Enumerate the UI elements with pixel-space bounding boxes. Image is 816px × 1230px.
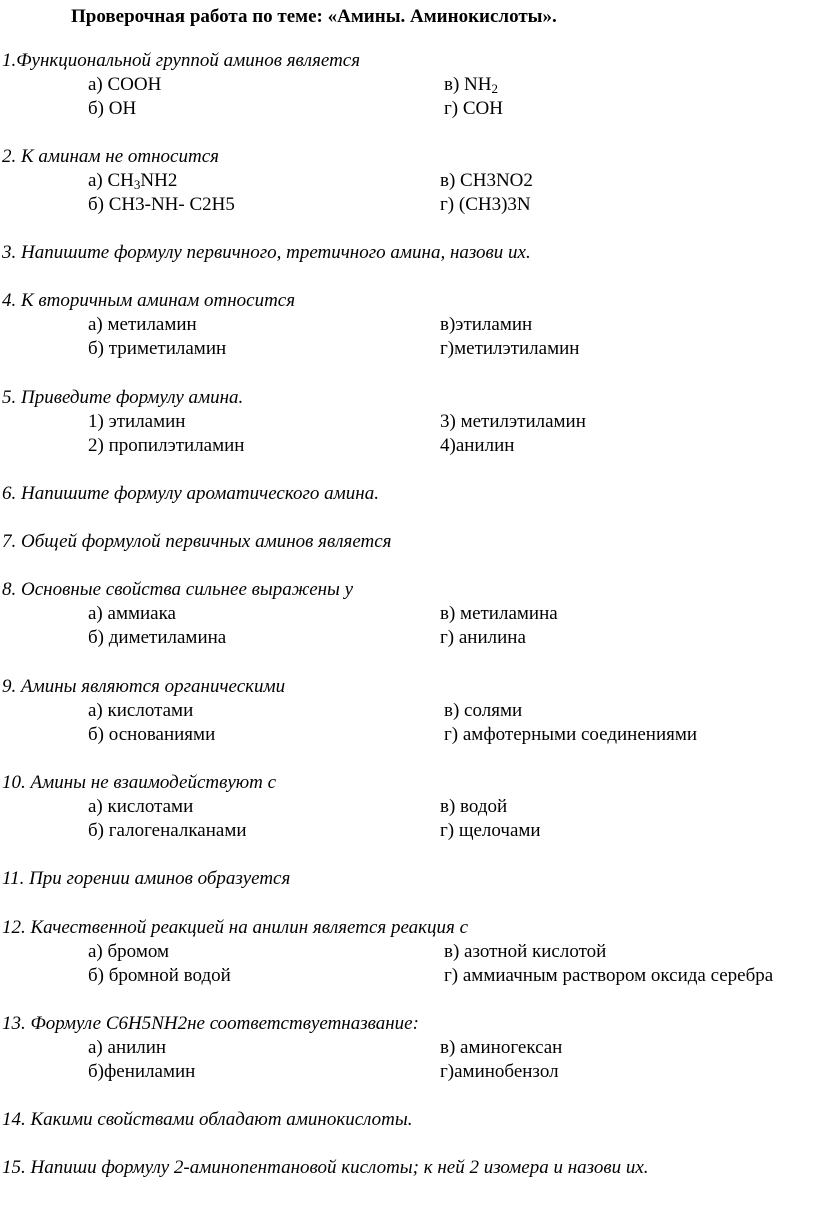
q13-option-a: а) анилин [88, 1037, 167, 1058]
q2-option-g: г) (CH3)3N [440, 194, 531, 215]
question-11: 11. При горении аминов образуется [2, 868, 291, 889]
q4-option-b: б) триметиламин [88, 338, 227, 359]
q13-option-g: г)аминобензол [440, 1061, 559, 1082]
question-14: 14. Какими свойствами обладают аминокислоты. [2, 1109, 413, 1130]
question-12: 12. Качественной реакцией на анилин является реакция с [2, 917, 469, 938]
page-title: Проверочная работа по теме: «Амины. Аминокислоты». [71, 6, 557, 27]
q12-option-v: в) азотной кислотой [444, 941, 607, 962]
q5-option-4: 4)анилин [440, 435, 515, 456]
q4-option-g: г)метилэтиламин [440, 338, 580, 359]
q2-option-b: б) CH3-NH- C2H5 [88, 194, 235, 215]
q4-option-v: в)этиламин [440, 314, 533, 335]
q4-option-a: а) метиламин [88, 314, 197, 335]
q1-option-b: б) OH [88, 98, 137, 119]
q9-option-g: г) амфотерными соединениями [444, 724, 698, 745]
q1-option-a: а) COOH [88, 74, 162, 95]
question-7: 7. Общей формулой первичных аминов является [2, 531, 392, 552]
q8-option-v: в) метиламина [440, 603, 558, 624]
question-8: 8. Основные свойства сильнее выражены у [2, 579, 354, 600]
q2-option-a: а) $CH_3NH2$ [88, 170, 178, 192]
q5-option-2: 2) пропилэтиламин [88, 435, 245, 456]
question-4: 4. К вторичным аминам относится [2, 290, 296, 311]
q12-option-a: а) бромом [88, 941, 170, 962]
q9-option-a: а) кислотами [88, 700, 194, 721]
q5-option-3: 3) метилэтиламин [440, 411, 586, 432]
q13-option-v: в) аминогексан [440, 1037, 563, 1058]
q9-option-b: б) основаниями [88, 724, 216, 745]
question-2: 2. К аминам не относится [2, 146, 219, 167]
q8-option-a: а) аммиака [88, 603, 176, 624]
q2-option-v: в) CH3NO2 [440, 170, 533, 191]
q8-option-b: б) диметиламина [88, 627, 227, 648]
q12-option-b: б) бромной водой [88, 965, 231, 986]
question-9: 9. Амины являются органическими [2, 676, 286, 697]
q5-option-1: 1) этиламин [88, 411, 186, 432]
q10-option-a: а) кислотами [88, 796, 194, 817]
question-15: 15. Напиши формулу 2-аминопентановой кислоты; к ней 2 изомера и назови их. [2, 1157, 649, 1178]
q1-option-v: в) $NH_2$ [444, 74, 498, 96]
q10-option-v: в) водой [440, 796, 508, 817]
q10-option-g: г) щелочами [440, 820, 541, 841]
question-10: 10. Амины не взаимодействуют с [2, 772, 277, 793]
q10-option-b: б) галогеналканами [88, 820, 247, 841]
question-1: 1.Функциональной группой аминов является [2, 50, 361, 71]
q12-option-g: г) аммиачным раствором оксида серебра [444, 965, 774, 986]
q8-option-g: г) анилина [440, 627, 526, 648]
question-5: 5. Приведите формулу амина. [2, 387, 244, 408]
question-6: 6. Напишите формулу ароматического амина. [2, 483, 379, 504]
q9-option-v: в) солями [444, 700, 523, 721]
q1-option-g: г) COH [444, 98, 503, 119]
question-13: 13. Формуле C6H5NH2не соответствуетназвание: [2, 1013, 419, 1034]
q13-option-b: б)фениламин [88, 1061, 196, 1082]
question-3: 3. Напишите формулу первичного, третичного амина, назови их. [2, 242, 531, 263]
